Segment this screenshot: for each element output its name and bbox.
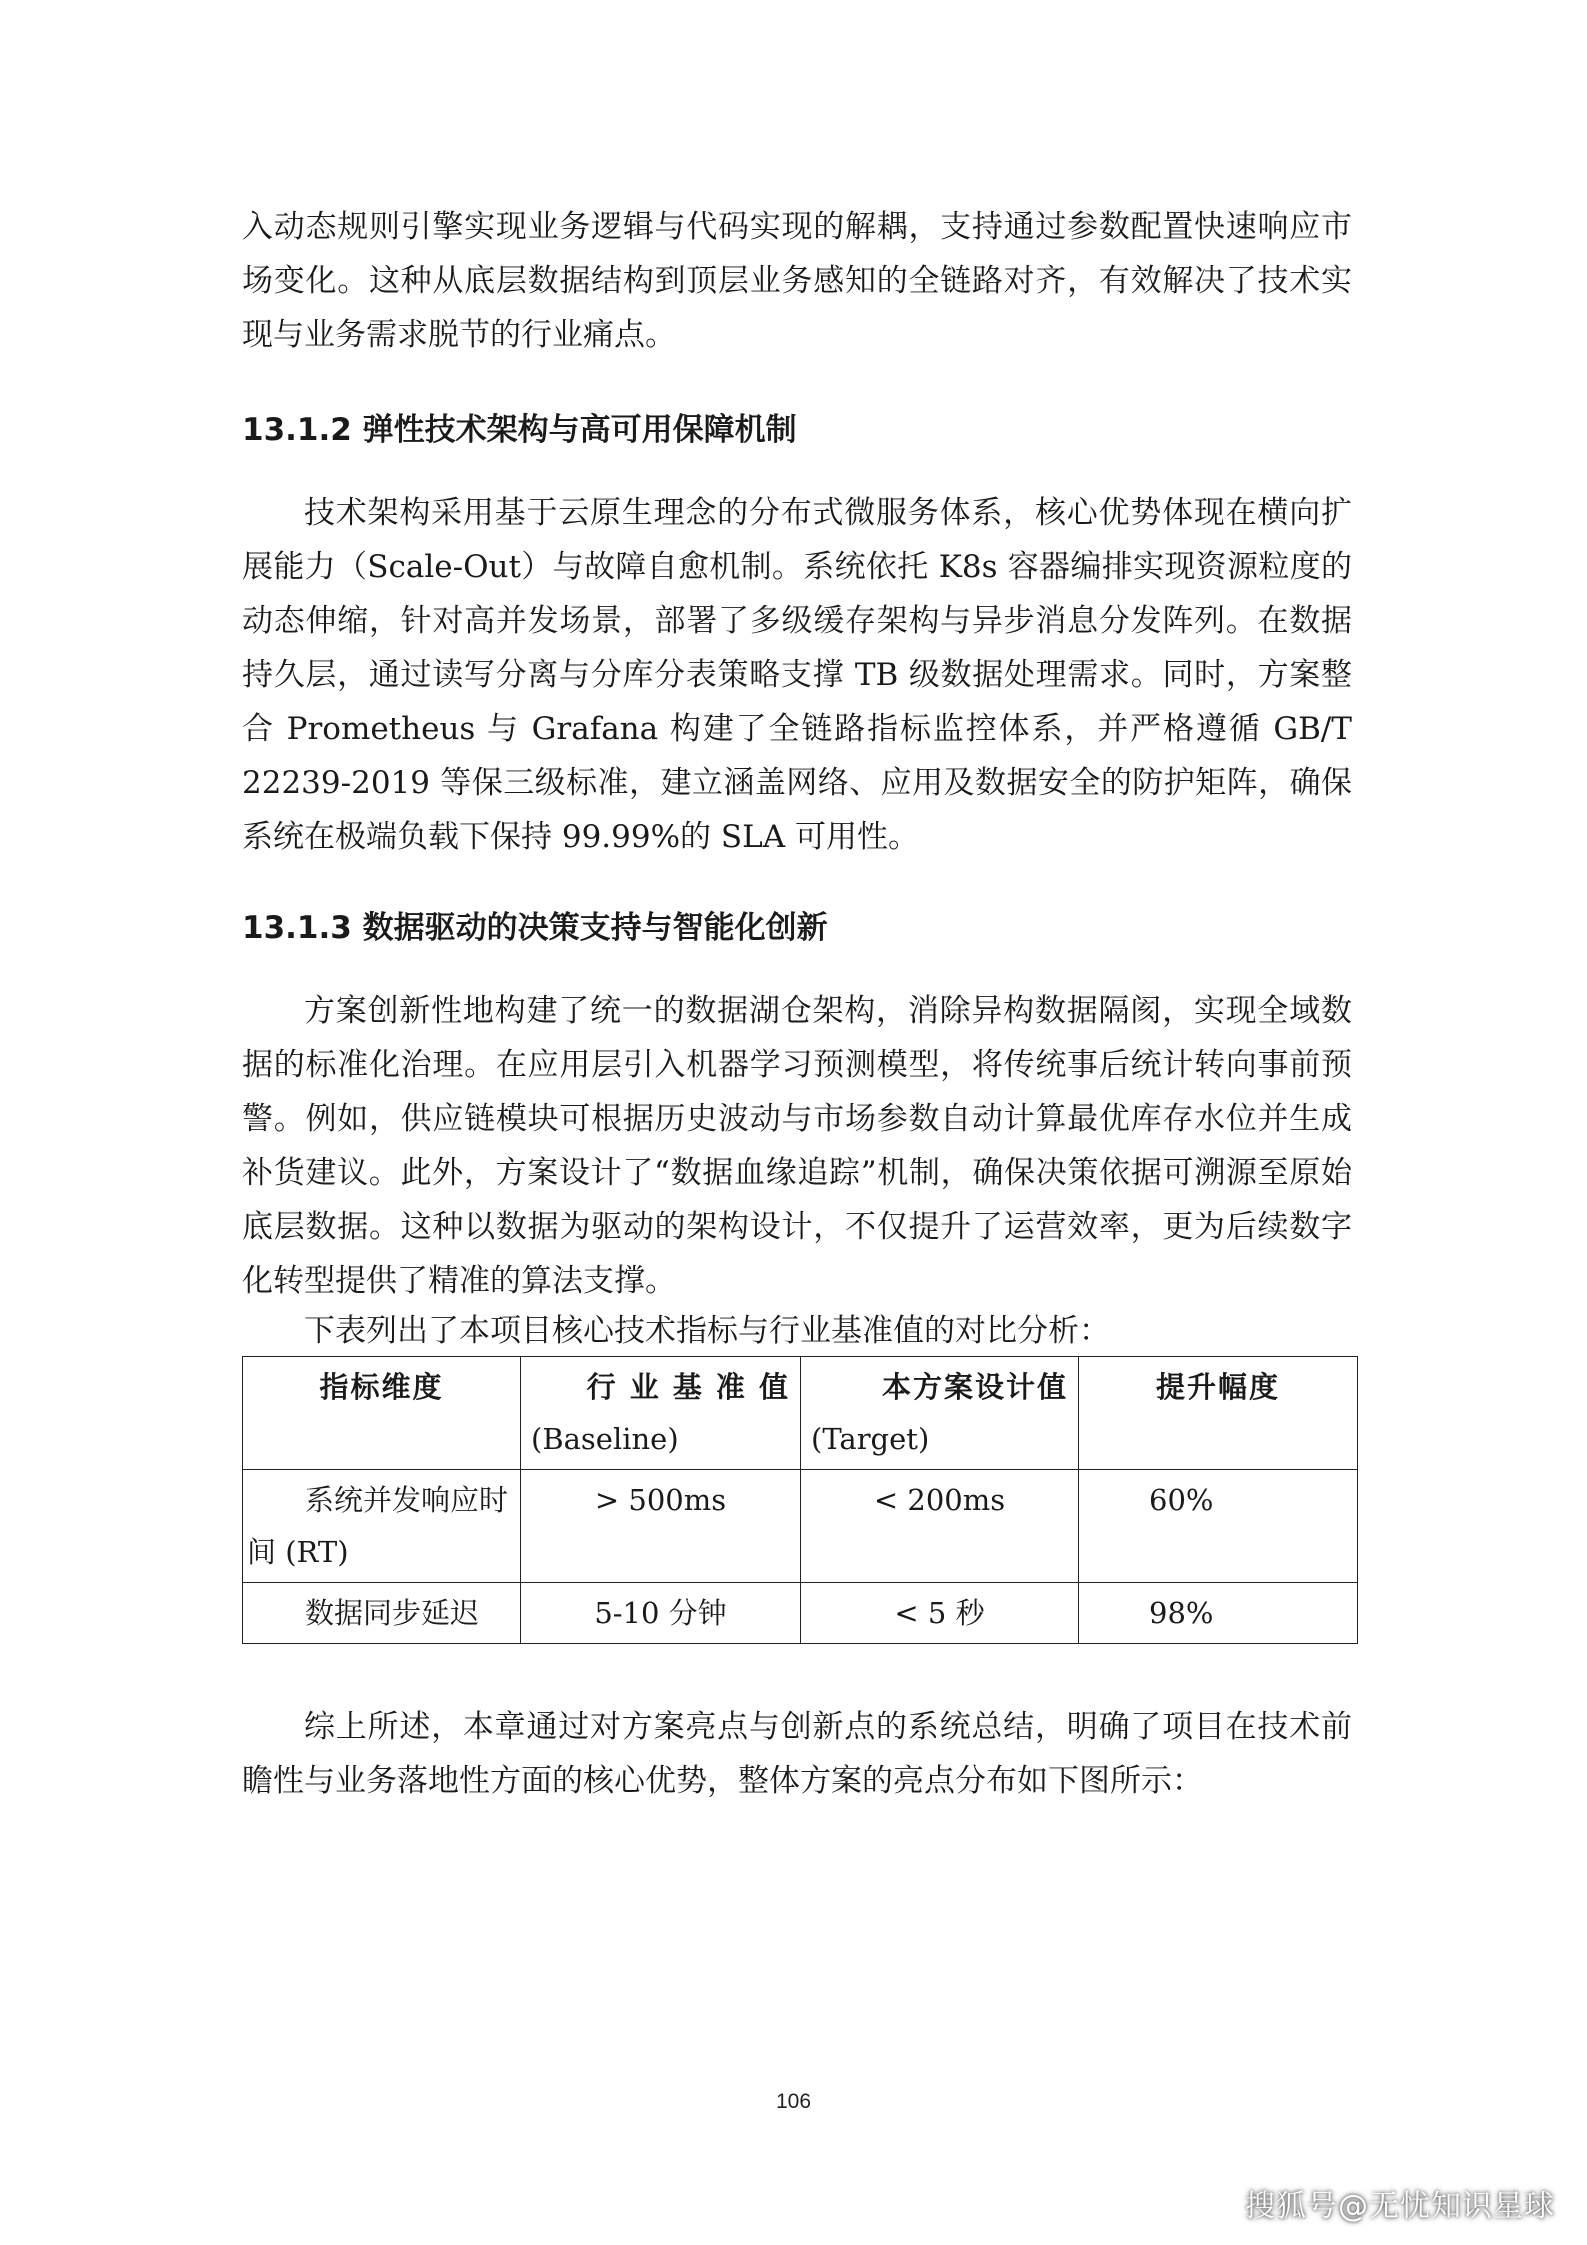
page-content: [242, 200, 1352, 1808]
header-cell: [521, 1357, 801, 1470]
improvement-cell: 60%: [1079, 1470, 1358, 1583]
target-cell: < 200ms: [801, 1470, 1079, 1583]
section-2-paragraph: 技术架构采用基于云原生理念的分布式微服务体系，核心优势体现在横向扩展能力（Scale-Out）与故障自愈机制。系统依托 K8s 容器编排实现资源粒度的动态伸缩，针对高并发场景，部署了多级缓存架构与异步消息分发阵列。在数据持久层，通过读写分离与分库分表策略支撑 TB 级数据处理需求。同时，方案整合 Prometheus 与 Grafana 构建了全链路指标监控体系，并严格遵循 GB/T 22239-2019 等保三级标准，建立涵盖网络、应用及数据安全的防护矩阵，确保系统在极端负载下保持 99.99%的 SLA 可用性。: [242, 495, 1352, 855]
watermark: 搜狐号@无忧知识星球: [1245, 2189, 1555, 2224]
summary-paragraph: 综上所述，本章通过对方案亮点与创新点的系统总结，明确了项目在技术前瞻性与业务落地性方面的核心优势，整体方案的亮点分布如下图所示：: [242, 1709, 1352, 1799]
improvement-cell: 98%: [1079, 1583, 1358, 1644]
header-label: 指标维度: [319, 1370, 444, 1404]
table-row: [243, 1470, 1358, 1583]
header-sublabel: (Baseline): [531, 1422, 679, 1456]
header-label: 本方案设计值: [881, 1370, 1068, 1404]
metric-cell: 系统并发响应时间 (RT): [243, 1470, 521, 1583]
section-heading-13-1-2: 13.1.2 弹性技术架构与高可用保障机制: [242, 412, 797, 448]
header-label: 行 业 基 准 值: [586, 1370, 790, 1404]
baseline-cell: 5-10 分钟: [521, 1583, 801, 1644]
baseline-cell: > 500ms: [521, 1470, 801, 1583]
header-sublabel: (Target): [811, 1422, 930, 1456]
header-cell: [1079, 1357, 1358, 1470]
header-label: 提升幅度: [1155, 1370, 1280, 1404]
page-number: 106: [775, 2090, 812, 2113]
metric-cell: 数据同步延迟: [243, 1583, 521, 1644]
header-cell: [243, 1357, 521, 1470]
section-3-paragraph: 方案创新性地构建了统一的数据湖仓架构，消除异构数据隔阂，实现全域数据的标准化治理。在应用层引入机器学习预测模型，将传统事后统计转向事前预警。例如，供应链模块可根据历史波动与市场参数自动计算最优库存水位并生成补货建议。此外，方案设计了“数据血缘追踪”机制，确保决策依据可溯源至原始底层数据。这种以数据为驱动的架构设计，不仅提升了运营效率，更为后续数字化转型提供了精准的算法支撑。: [242, 993, 1352, 1299]
table-intro: 下表列出了本项目核心技术指标与行业基准值的对比分析：: [304, 1313, 1110, 1349]
table-header-row: [243, 1357, 1358, 1470]
header-cell: [801, 1357, 1079, 1470]
section-heading-13-1-3: 13.1.3 数据驱动的决策支持与智能化创新: [242, 910, 828, 946]
metrics-comparison-table: [242, 1356, 1358, 1644]
intro-paragraph: 入动态规则引擎实现业务逻辑与代码实现的解耦，支持通过参数配置快速响应市场变化。这种从底层数据结构到顶层业务感知的全链路对齐，有效解决了技术实现与业务需求脱节的行业痛点。: [242, 209, 1352, 353]
table-row: [243, 1583, 1358, 1644]
target-cell: < 5 秒: [801, 1583, 1079, 1644]
